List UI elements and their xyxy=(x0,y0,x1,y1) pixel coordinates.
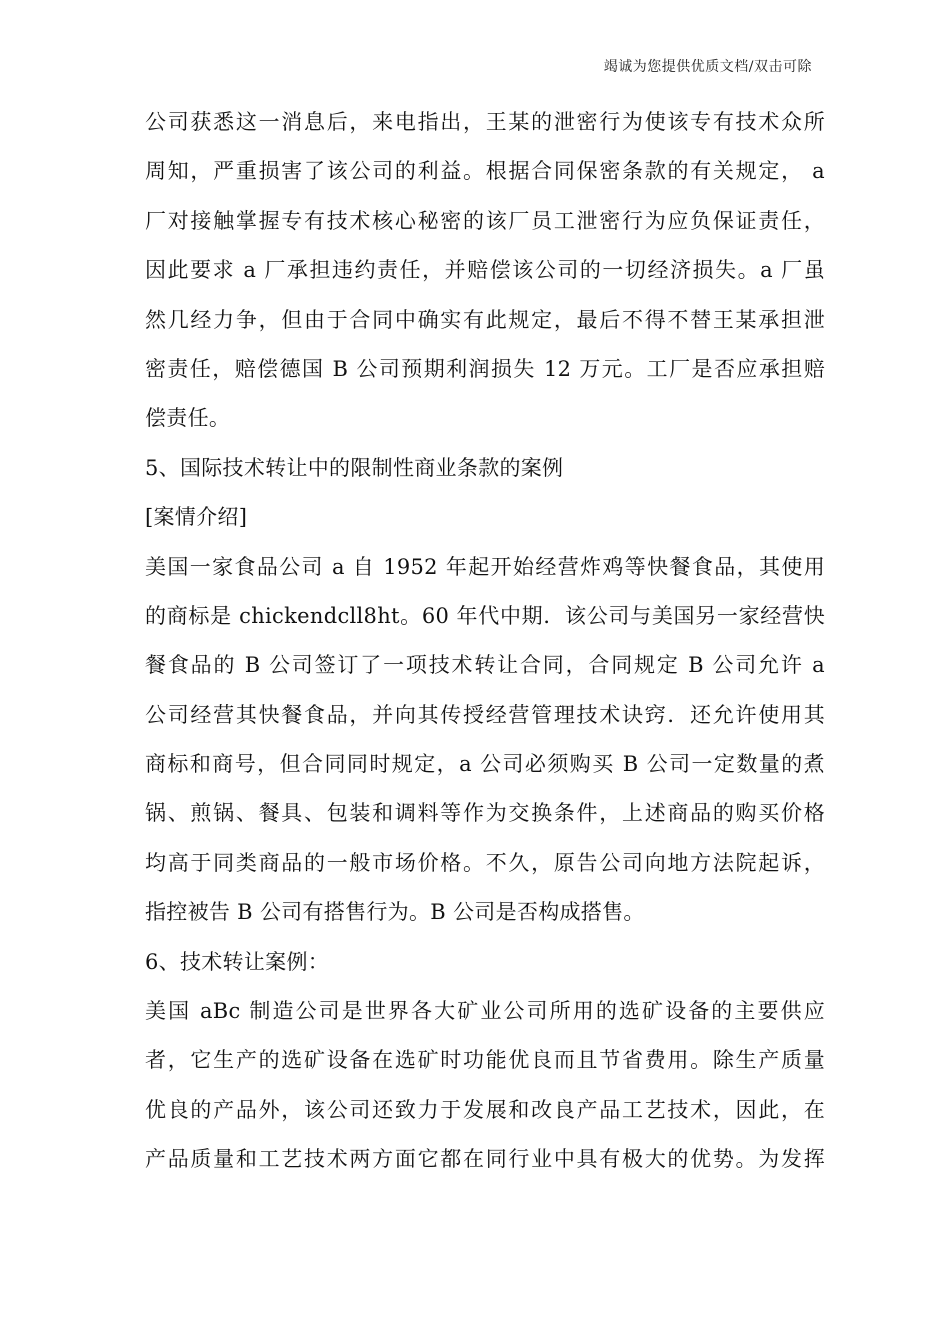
text-line: 者，它生产的选矿设备在选矿时功能优良而且节省费用。除生产质量 xyxy=(145,1048,825,1073)
text-line: 商标和商号，但合同同时规定，a 公司必须购买 B 公司一定数量的煮 xyxy=(145,752,825,777)
subsection-label: [案情介绍] xyxy=(145,505,248,530)
section-heading: 5、国际技术转让中的限制性商业条款的案例 xyxy=(145,455,564,480)
document-body xyxy=(145,98,825,1185)
text-line: 优良的产品外，该公司还致力于发展和改良产品工艺技术，因此，在 xyxy=(145,1097,825,1122)
text-line: 密责任，赔偿德国 B 公司预期利润损失 12 万元。工厂是否应承担赔 xyxy=(145,356,825,381)
text-line: 因此要求 a 厂承担违约责任，并赔偿该公司的一切经济损失。a 厂虽 xyxy=(145,258,825,283)
text-line: 公司经营其快餐食品，并向其传授经营管理技术诀窍．还允许使用其 xyxy=(145,702,825,727)
text-line: 锅、煎锅、餐具、包装和调料等作为交换条件，上述商品的购买价格 xyxy=(145,801,825,826)
text-line: 指控被告 B 公司有搭售行为。B 公司是否构成搭售。 xyxy=(145,900,645,925)
text-line: 偿责任。 xyxy=(145,406,231,431)
text-line: 厂对接触掌握专有技术核心秘密的该厂员工泄密行为应负保证责任， xyxy=(145,208,825,233)
text-line: 均高于同类商品的一般市场价格。不久，原告公司向地方法院起诉， xyxy=(145,850,825,875)
text-line: 的商标是 chickendcll8ht。60 年代中期．该公司与美国另一家经营快 xyxy=(145,603,825,628)
section-heading: 6、技术转让案例： xyxy=(145,949,330,974)
header-note: 竭诚为您提供优质文档/双击可除 xyxy=(603,59,812,75)
text-line: 产品质量和工艺技术两方面它都在同行业中具有极大的优势。为发挥 xyxy=(145,1147,825,1172)
text-line: 餐食品的 B 公司签订了一项技术转让合同，合同规定 B 公司允许 a xyxy=(145,653,825,678)
text-line: 公司获悉这一消息后，来电指出，王某的泄密行为使该专有技术众所 xyxy=(145,110,825,134)
text-line: 然几经力争，但由于合同中确实有此规定，最后不得不替王某承担泄 xyxy=(145,307,825,332)
text-line: 周知，严重损害了该公司的利益。根据合同保密条款的有关规定， a xyxy=(145,159,825,184)
text-line: 美国 aBc 制造公司是世界各大矿业公司所用的选矿设备的主要供应 xyxy=(145,999,825,1024)
text-line: 美国一家食品公司 a 自 1952 年起开始经营炸鸡等快餐食品，其使用 xyxy=(145,554,825,579)
